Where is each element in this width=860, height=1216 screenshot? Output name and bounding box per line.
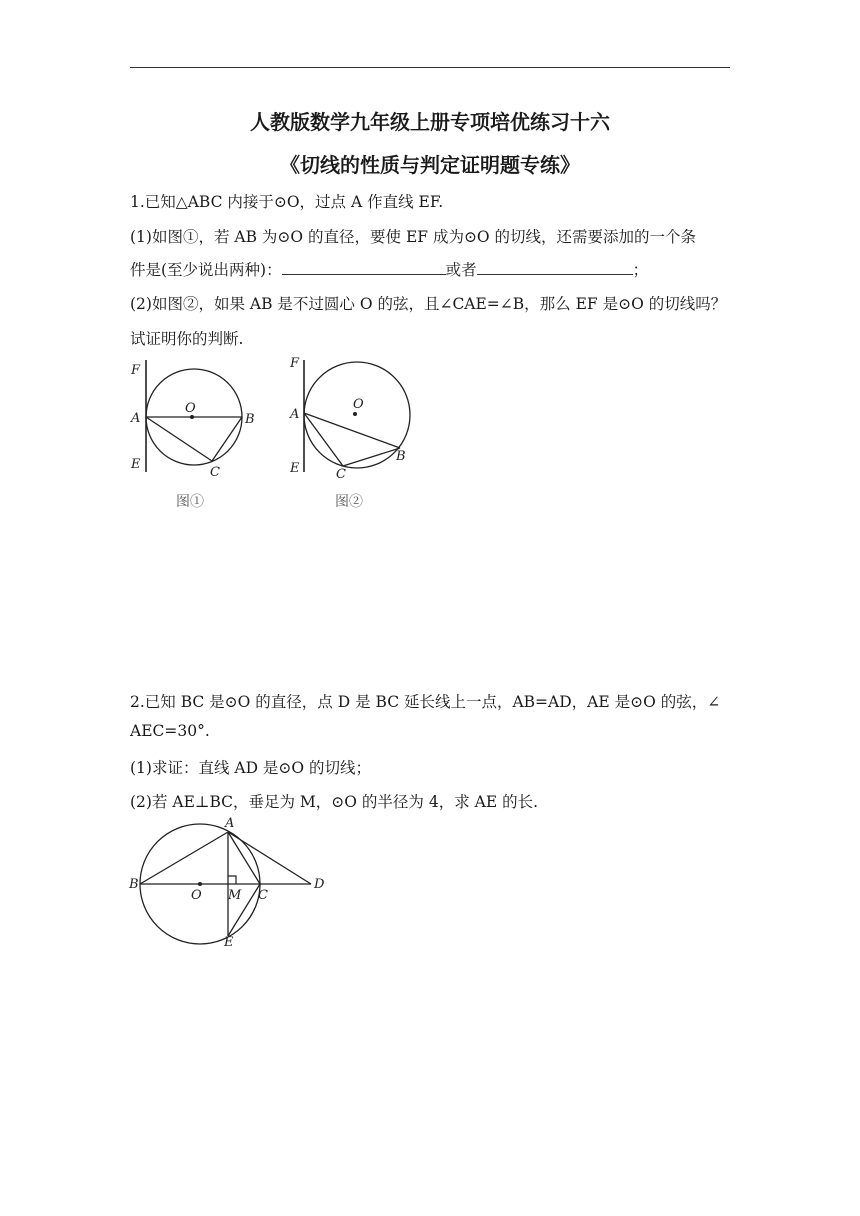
label-e: E [131, 457, 141, 472]
answer-blank-1[interactable] [282, 260, 446, 275]
segment-ac [146, 417, 212, 461]
right-angle-mark [228, 876, 236, 884]
part1-end: ； [632, 261, 649, 279]
title-line-2: 《切线的性质与判定证明题专练》 [280, 153, 580, 177]
label-e: E [290, 461, 300, 476]
title-line-1: 人教版数学九年级上册专项培优练习十六 [250, 110, 610, 134]
problem1-part2-line2: 试证明你的判断. [130, 330, 244, 348]
label-c: C [210, 465, 220, 480]
segment-ab [140, 832, 228, 884]
figure-1-caption: 图① [176, 494, 204, 510]
figure-3 [125, 815, 335, 955]
figure-2-caption: 图② [335, 494, 363, 510]
label-a: A [290, 407, 300, 422]
label-m: M [228, 888, 242, 903]
problem1-part1-line2 [130, 258, 648, 280]
label-a: A [225, 816, 235, 831]
label-a: A [131, 411, 141, 426]
label-f: F [290, 356, 300, 371]
segment-ab [304, 413, 400, 448]
label-o: O [191, 888, 202, 903]
center-point [353, 412, 357, 416]
label-f: F [131, 363, 141, 378]
center-point [198, 882, 202, 886]
label-d: D [314, 877, 325, 892]
segment-bc [343, 448, 400, 466]
problem2-part1: (1)求证：直线 AD 是⊙O 的切线； [130, 759, 372, 777]
segment-bc [212, 417, 242, 461]
problem2-statement-line2: AEC=30°. [130, 722, 210, 740]
problem2-part2: (2)若 AE⊥BC，垂足为 M，⊙O 的半径为 4，求 AE 的长. [130, 793, 539, 811]
part1-or: 或者 [445, 261, 477, 279]
problem1-part2-line1: (2)如图②，如果 AB 是不过圆心 O 的弦，且∠CAE=∠B，那么 EF 是⊙O 的切线吗？ [130, 295, 727, 313]
label-c: C [336, 467, 346, 482]
label-o: O [185, 401, 196, 416]
problem1-part1-line1: (1)如图①，若 AB 为⊙O 的直径，要使 EF 成为⊙O 的切线，还需要添加的一个条 [130, 228, 697, 246]
figure-2 [280, 350, 430, 520]
figure-1 [120, 350, 280, 520]
label-b: B [129, 877, 139, 892]
answer-blank-2[interactable] [477, 260, 633, 275]
circle-o [304, 362, 410, 468]
label-c: C [258, 888, 268, 903]
label-b: B [245, 412, 255, 427]
segment-ad [228, 832, 311, 884]
problem1-statement: 1.已知△ABC 内接于⊙O，过点 A 作直线 EF. [130, 193, 444, 211]
label-e: E [224, 935, 234, 950]
part1-prefix: 件是(至少说出两种)： [130, 261, 282, 279]
problem2-statement-line1: 2.已知 BC 是⊙O 的直径，点 D 是 BC 延长线上一点，AB=AD，AE 是⊙O 的弦，∠ [130, 693, 721, 711]
label-b: B [396, 449, 406, 464]
header-rule [130, 67, 730, 68]
label-o: O [353, 397, 364, 412]
